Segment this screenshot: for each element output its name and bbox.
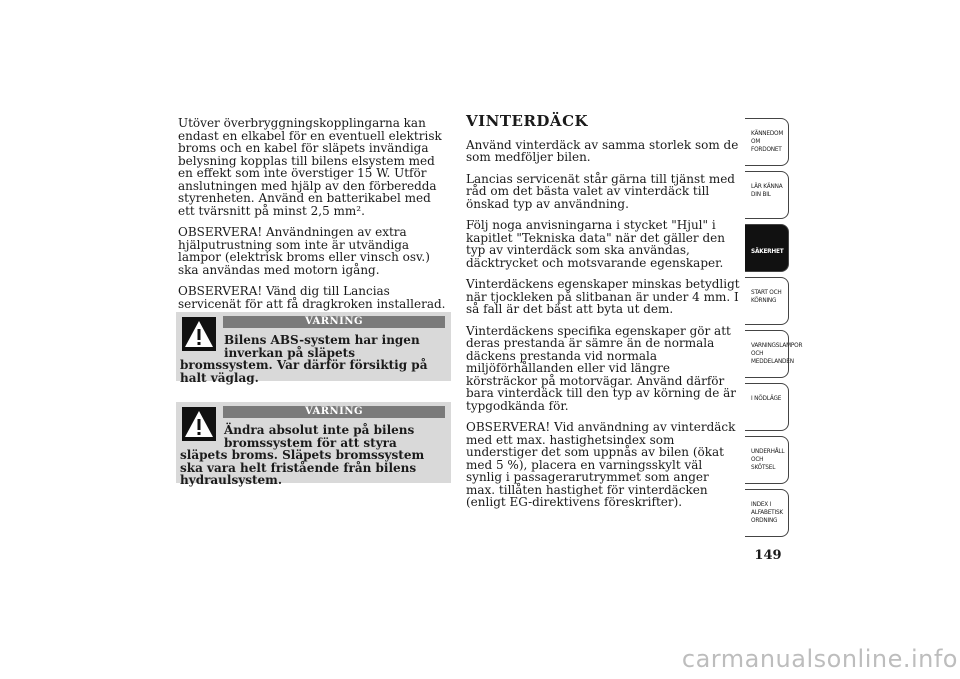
tab-sakerhet[interactable]: SÄKERHET xyxy=(745,224,789,272)
tab-underhall-och-skotsel[interactable]: UNDERHÅLL OCH SKÖTSEL xyxy=(745,436,789,484)
warning-label: VARNING xyxy=(223,316,445,328)
tab-lar-kanna-din-bil[interactable]: LÄR KÄNNA DIN BIL xyxy=(745,171,789,219)
warning-line: Ändra absolut inte på bilens xyxy=(224,423,415,437)
tab-start-och-korning[interactable]: START OCH KÖRNING xyxy=(745,277,789,325)
warning-box xyxy=(176,312,451,385)
paragraph: OBSERVERA! Användningen av extra hjälputrustning som inte är utvändiga lampor (elektrisk broms eller vinsch osv.) ska användas med motorn igång. xyxy=(178,225,430,277)
watermark: carmanualsonline.info xyxy=(681,645,958,673)
tab-index[interactable]: INDEX I ALFABETISK ORDNING xyxy=(745,489,789,537)
paragraph: Vinterdäckens specifika egenskaper gör att deras prestanda är sämre än de normala däckens prestanda vid normala miljöförhållanden eller vid längre körsträckor på motorvägar. Använd därför bara vinterdäck till den typ av körning de är typgodkända för. xyxy=(466,323,737,413)
page-number: 149 xyxy=(754,548,782,563)
warning-label: VARNING xyxy=(223,406,445,418)
paragraph: Följ noga anvisningarna i stycket "Hjul" i kapitlet "Tekniska data" när det gäller den typ av vinterdäck som ska användas, däcktrycket och motsvarande egenskaper. xyxy=(466,218,725,270)
paragraph: Använd vinterdäck av samma storlek som de som medföljer bilen. xyxy=(466,137,739,164)
paragraph: OBSERVERA! Vid användning av vinterdäck med ett max. hastighetsindex som understiger det som uppnås av bilen (ökat med 5 %), placera en varningsskylt väl synlig i passagerarutrymmet som anger max. tillåten hastighet för vinterdäcken (enligt EG-direktivens föreskrifter). xyxy=(466,420,736,509)
warning-line: Bilens ABS-system har ingen xyxy=(224,333,420,347)
section-heading: VINTERDÄCK xyxy=(466,112,589,130)
tab-varningslampor[interactable]: VARNINGSLAMPOR OCH MEDDELANDEN xyxy=(745,330,789,378)
warning-line: inverkan på släpets bromssystem. Var därför försiktig på halt väglag. xyxy=(180,345,428,385)
warning-text xyxy=(180,334,447,384)
paragraph: Vinterdäckens egenskaper minskas betydligt när tjockleken på slitbanan är under 4 mm. I så fall är det bäst att byta ut dem. xyxy=(466,277,740,316)
left-column xyxy=(178,117,450,319)
tab-kannedom-om-fordonet[interactable]: KÄNNEDOM OM FORDONET xyxy=(745,118,789,166)
right-column xyxy=(466,112,740,518)
warning-box xyxy=(176,402,451,487)
paragraph: Lancias servicenät står gärna till tjänst med råd om det bästa valet av vinterdäck till önskad typ av användning. xyxy=(466,171,735,211)
warning-text xyxy=(180,424,447,487)
warning-line: bromssystem för att styra släpets broms. Släpets bromssystem ska vara helt fristående från bilens hydraulsystem. xyxy=(180,435,425,487)
paragraph: OBSERVERA! Vänd dig till Lancias servicenät för att få dragkroken installerad. xyxy=(178,284,446,311)
tab-i-nodlage[interactable]: I NÖDLÄGE xyxy=(745,383,789,431)
paragraph: Utöver överbryggningskopplingarna kan endast en elkabel för en eventuell elektrisk broms och en kabel för släpets invändiga belysning kopplas till bilens elsystem med en effekt som inte överstiger 15 W. Utför anslutningen med hjälp av den förberedda styrenheten. Använd en batterikabel med ett tvärsnitt på minst 2,5 mm². xyxy=(178,116,442,218)
